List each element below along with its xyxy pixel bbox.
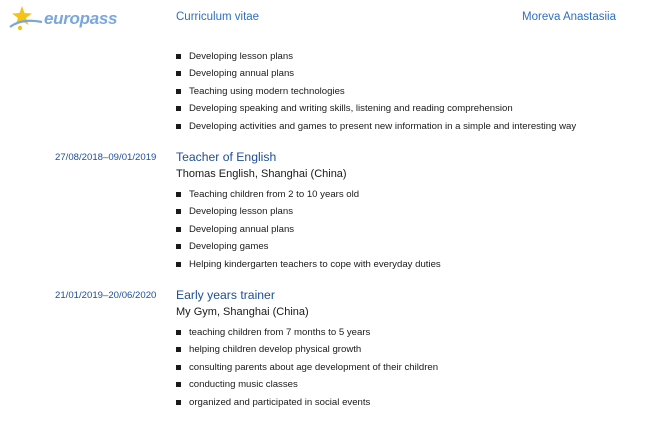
list-item: teaching children from 7 months to 5 years: [176, 324, 438, 341]
list-item: consulting parents about age development of their children: [176, 359, 438, 376]
list-item: Teaching using modern technologies: [176, 83, 576, 100]
job-2-employer: My Gym, Shanghai (China): [176, 306, 309, 318]
list-item: conducting music classes: [176, 376, 438, 393]
job-1-duties-list: [176, 186, 441, 273]
list-item: helping children develop physical growth: [176, 341, 438, 358]
list-item: Teaching children from 2 to 10 years old: [176, 186, 441, 203]
job-2-duties-list: [176, 324, 438, 411]
list-item: Developing games: [176, 238, 441, 255]
job-2-title: Early years trainer: [176, 288, 275, 302]
list-item: Developing lesson plans: [176, 203, 441, 220]
europass-logo-text: europass: [44, 9, 118, 28]
job-2-dates: 21/01/2019–20/06/2020: [55, 290, 157, 301]
europass-star-icon: [8, 4, 48, 32]
job-1-employer: Thomas English, Shanghai (China): [176, 168, 347, 180]
header-title: Curriculum vitae: [176, 11, 260, 23]
job-1-title: Teacher of English: [176, 150, 277, 164]
job-1-dates: 27/08/2018–09/01/2019: [55, 152, 157, 163]
header-name: Moreva Anastasiia: [522, 11, 616, 23]
list-item: Developing annual plans: [176, 221, 441, 238]
list-item: Developing activities and games to present new information in a simple and interesting way: [176, 118, 576, 135]
list-item: organized and participated in social events: [176, 394, 438, 411]
europass-logo: [8, 4, 118, 32]
previous-duties-list: [176, 48, 576, 135]
page-header: [0, 0, 654, 36]
list-item: Developing annual plans: [176, 65, 576, 82]
list-item: Developing speaking and writing skills, listening and reading comprehension: [176, 100, 576, 117]
list-item: Developing lesson plans: [176, 48, 576, 65]
list-item: Helping kindergarten teachers to cope with everyday duties: [176, 256, 441, 273]
